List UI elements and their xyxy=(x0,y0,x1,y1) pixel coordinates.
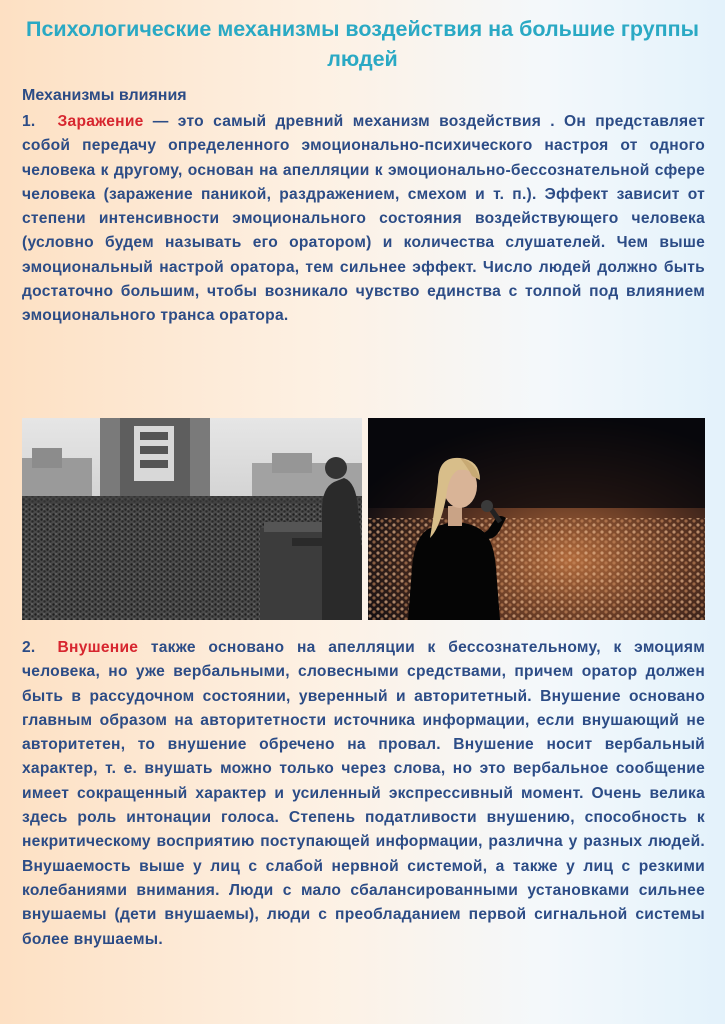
paragraph-text: — это самый древний механизм воздействия . Он представляет собой передачу определенного эмоционально-психического настроя от одного человека к другому, основан на апелляции к эмоционально-бессознательной сфере человека (заражение паникой, раздражением, смехом и т. п.). Эффект зависит от степени интенсивности эмоционального состояния воздействующего человека (условно будем называть его оратором) и количества слушателей. Чем выше эмоциональный настрой оратора, тем сильнее эффект. Число людей должно быть достаточно большим, чтобы возникало чувство единства с толпой под влиянием эмоционального транса оратора. xyxy=(22,113,705,325)
paragraph-suggestion xyxy=(22,636,705,952)
section-subheading: Механизмы влияния xyxy=(22,87,187,104)
paragraph-contagion xyxy=(22,110,705,329)
item-number: 2. xyxy=(22,639,36,656)
page-title: Психологические механизмы воздействия на большие группы людей xyxy=(26,17,699,71)
crowd-rally-photo xyxy=(22,418,362,620)
paragraph-text: также основано на апелляции к бессознательному, к эмоциям человека, но уже вербальными, словесными средствами, причем оратор должен быть в рассудочном состоянии, уверенный и авторитетный. Внушение основано главным образом на авторитетности источника информации, если внушающий не авторитетен, то внушение обречено на провал. Внушение носит вербальный характер, т. е. внушать можно только через слова, но это вербальное сообщение имеет сокращенный характер и усиленный экспрессивный момент. Очень велика здесь роль интонации голоса. Степень податливости внушению, способность к некритическому восприятию поступающей информации, различна у разных людей. Внушаемость выше у лиц с слабой нервной системой, а также у лиц с резкими колебаниями внимания. Люди с мало сбалансированными установками сильнее внушаемы (дети внушаемы), люди с преобладанием первой сигнальной системы более внушаемы. xyxy=(22,639,705,948)
term-contagion: Заражение xyxy=(57,113,144,130)
term-suggestion: Внушение xyxy=(57,639,139,656)
woman-speaker-photo xyxy=(368,418,705,620)
item-number: 1. xyxy=(22,113,36,130)
